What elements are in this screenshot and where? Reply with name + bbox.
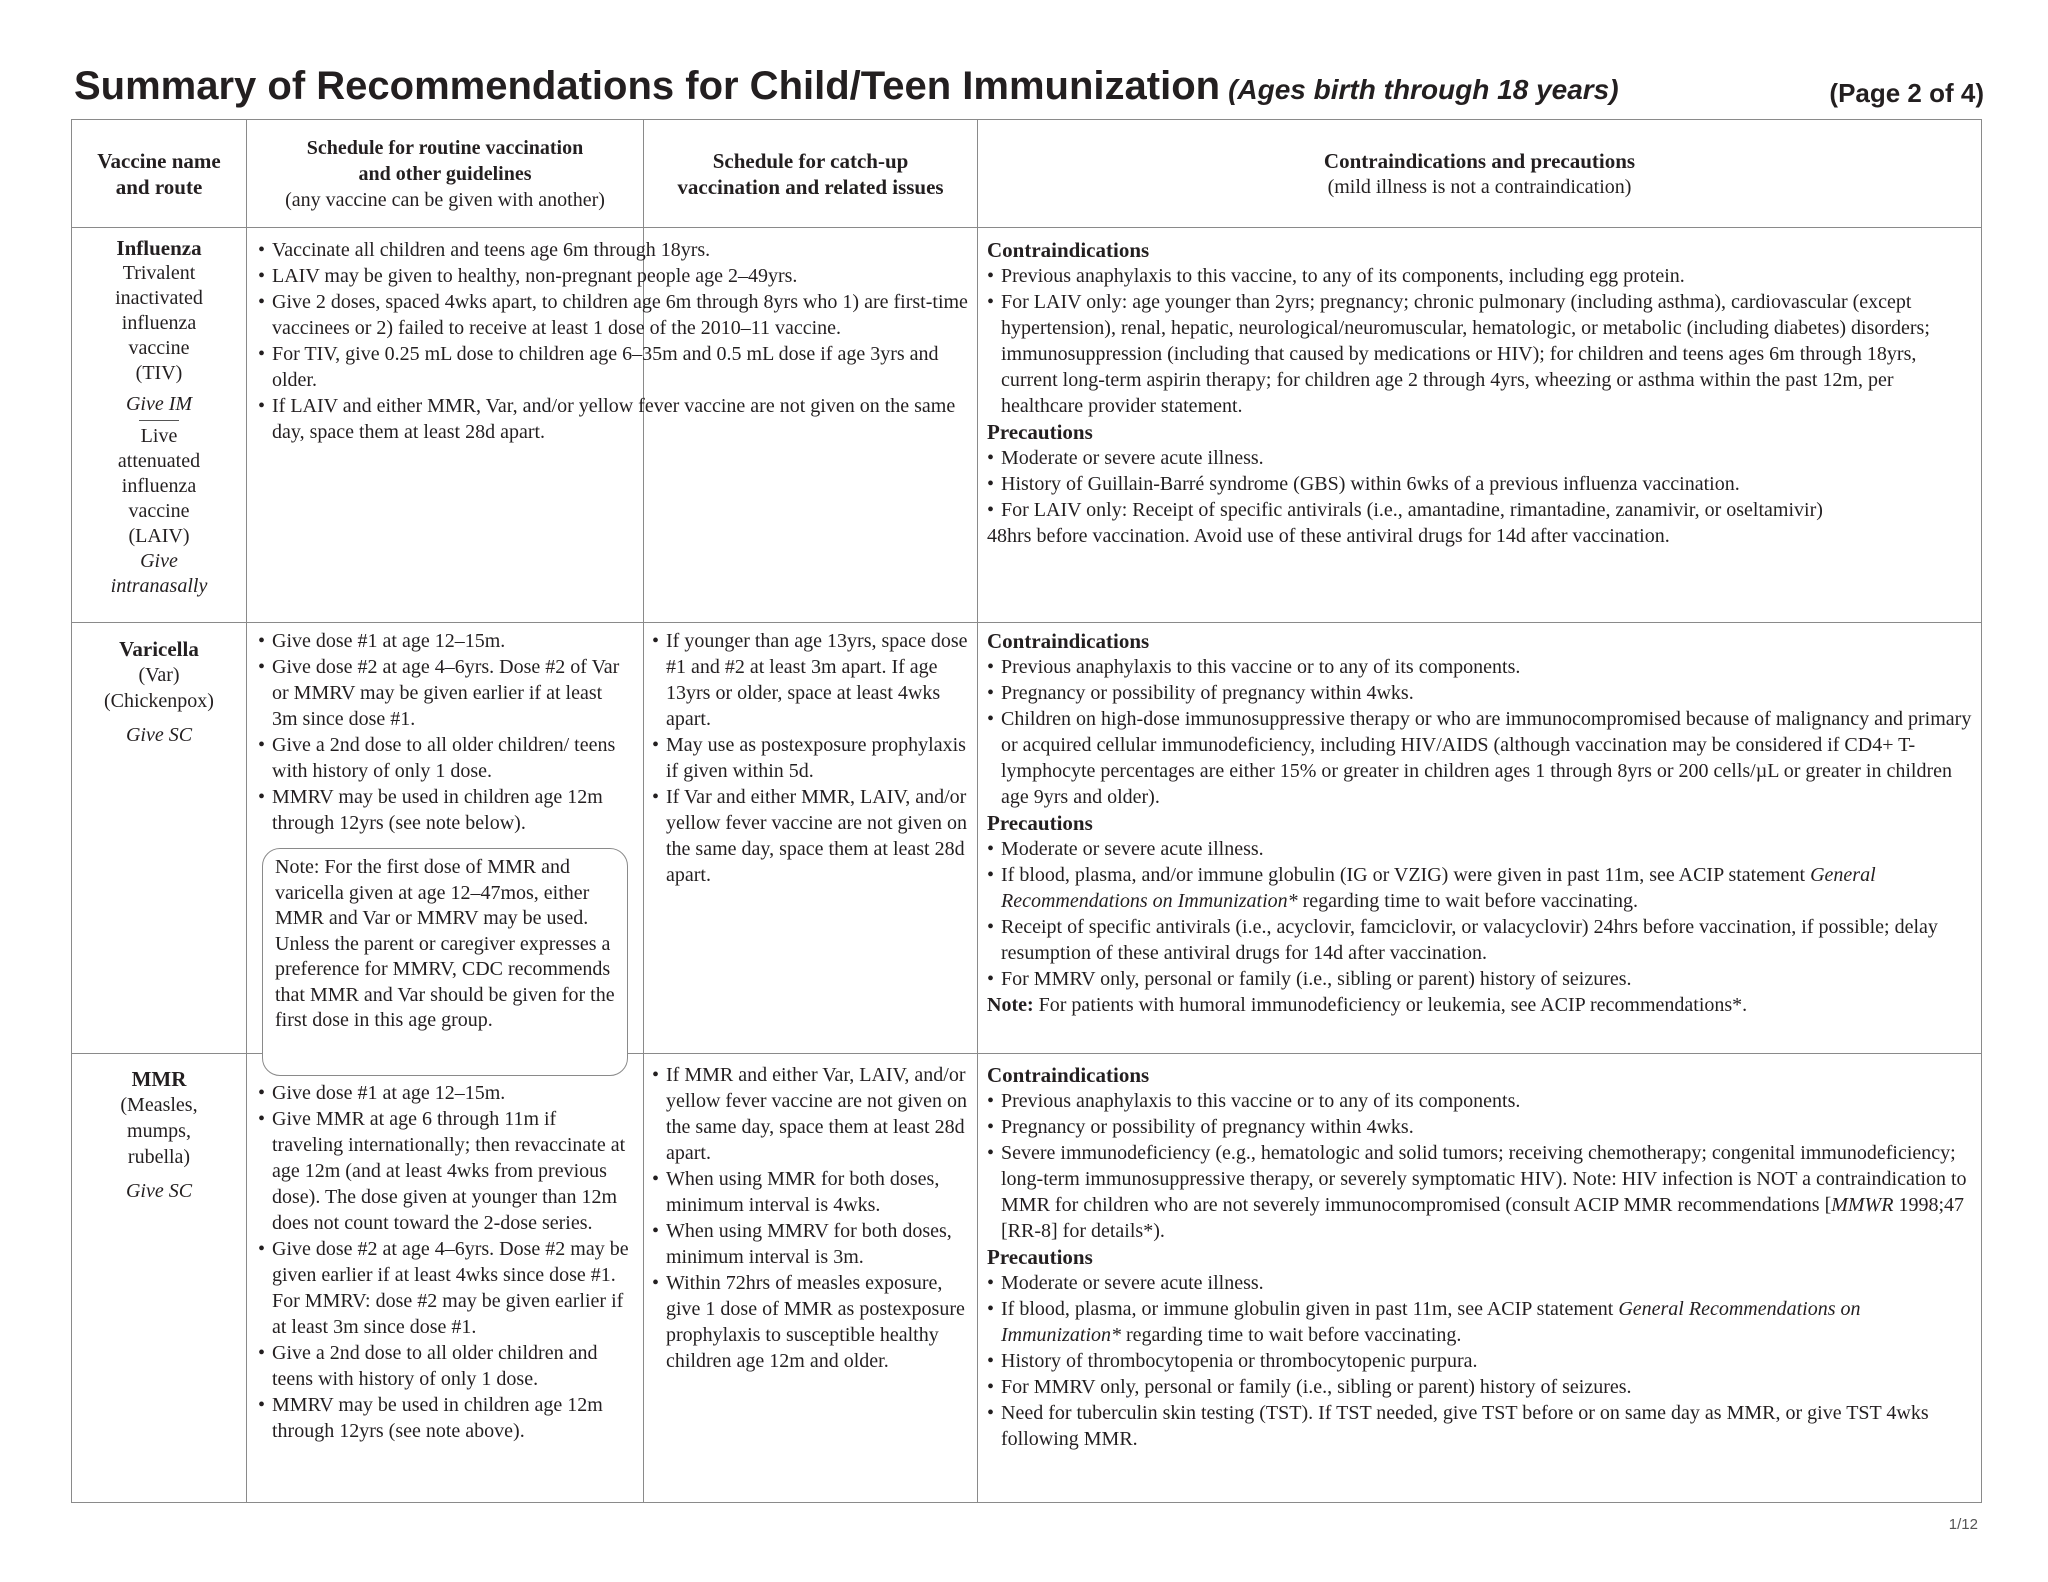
header-catchup-schedule [644,120,977,227]
mmr-name-line: mumps, [127,1120,191,1142]
mmr-vaccine-name [72,1066,246,1204]
list-item: • If MMR and either Var, LAIV, and/or yellow fever vaccine are not given on the same day, space them at least 28d apart. [652,1062,970,1166]
list-item: • Need for tuberculin skin testing (TST). If TST needed, give TST before or on same day as MMR, or give TST 4wks following MMR. [987,1400,1972,1452]
list-item: • Moderate or severe acute illness. [987,445,1972,471]
list-item: • Give dose #1 at age 12–15m. [258,1080,630,1106]
influenza-name-line: influenza [121,312,197,334]
list-item: • For LAIV only: Receipt of specific antivirals (i.e., amantadine, rimantadine, zanamivir, or oseltamivir) [987,497,1972,523]
text-italic: MMWR [1831,1194,1894,1216]
mmr-routine-schedule [258,1080,630,1444]
list-item [987,1296,1972,1348]
header-col2-line2: and other guidelines [358,162,532,185]
header-contraindications [978,120,1981,227]
influenza-name-line: vaccine [128,337,190,359]
varicella-note [987,992,1972,1018]
list-item: • Pregnancy or possibility of pregnancy within 4wks. [987,1114,1972,1140]
list-item: • May use as postexposure prophylaxis if given within 5d. [652,732,970,784]
list-item: • Give 2 doses, spaced 4wks apart, to children age 6m through 8yrs who 1) are first-time vaccinees or 2) failed to receive at least 1 dose of the 2010–11 vaccine. [258,289,968,341]
page-number: (Page 2 of 4) [1829,78,1984,108]
section-heading: Contraindications [987,238,1150,262]
influenza-contraindications [987,237,1972,549]
list-item: • MMRV may be used in children age 12m through 12yrs (see note above). [258,1392,630,1444]
influenza-name2-line: Live [140,425,178,447]
varicella-name-line: (Var) [138,664,180,686]
text-run: Severe immunodeficiency (e.g., hematologic and solid tumors; receiving chemotherapy; congenital immunodeficiency; long-term immunosuppressive therapy, or severely symptomatic HIV). Note: HIV infection is NOT a contraindication to MMR for children who are not severely immunocompromised (consult ACIP MMR recommendations [ [1001,1142,1967,1216]
list-item: • If Var and either MMR, LAIV, and/or yellow fever vaccine are not given on the same day, space them at least 28d apart. [652,784,970,888]
list-item [987,1140,1972,1244]
list-item: • Give MMR at age 6 through 11m if traveling internationally; then revaccinate at age 12m (and at least 4wks from previous dose). The dose given at younger than 12m does not count toward the 2-dose series. [258,1106,630,1236]
varicella-contraindications [987,628,1972,1018]
text-italic: General Recommendations on Immunization* [1001,864,1876,912]
list-item: • History of Guillain-Barré syndrome (GBS) within 6wks of a previous influenza vaccination. [987,471,1972,497]
list-item: • For MMRV only, personal or family (i.e., sibling or parent) history of seizures. [987,966,1972,992]
header-col2-line1: Schedule for routine vaccination [306,136,584,159]
col-divider-3 [977,119,978,1503]
title-subtitle: (Ages birth through 18 years) [1228,74,1619,105]
section-heading: Precautions [987,1245,1093,1269]
mmr-name-line: rubella) [127,1146,191,1168]
text-run: regarding time to wait before vaccinating. [1121,1324,1462,1346]
section-heading: Contraindications [987,629,1150,653]
header-col3-line2: vaccination and related issues [677,174,944,199]
list-item: • For LAIV only: age younger than 2yrs; pregnancy; chronic pulmonary (including asthma), cardiovascular (except hypertension), renal, hepatic, neurological/neuromuscular, hematologic, or metabolic (including diabetes) disorders; immunosuppression (including that caused by medications or HIV); for children and teens ages 6m through 18yrs, current long-term aspirin therapy; for children age 2 through 4yrs, wheezing or asthma within the past 12m, per healthcare provider statement. [987,289,1972,419]
list-item: • Within 72hrs of measles exposure, give 1 dose of MMR as postexposure prophylaxis to susceptible healthy children age 12m and older. [652,1270,970,1374]
col-divider-1 [246,119,247,1503]
text-run: regarding time to wait before vaccinating. [1297,890,1639,912]
list-item: • History of thrombocytopenia or thrombocytopenic purpura. [987,1348,1972,1374]
influenza-name2-line: influenza [121,475,197,497]
header-routine-schedule [247,120,643,227]
section-heading: Precautions [987,420,1093,444]
continuation-text: 48hrs before vaccination. Avoid use of these antiviral drugs for 14d after vaccination. [987,525,1670,547]
list-item: • Vaccinate all children and teens age 6m through 18yrs. [258,237,968,263]
influenza-vaccine-name [72,236,246,599]
list-item: • Moderate or severe acute illness. [987,836,1972,862]
mmr-name: MMR [131,1067,187,1091]
list-item: • Give dose #2 at age 4–6yrs. Dose #2 may be given earlier if at least 4wks since dose #1. For MMRV: dose #2 may be given earlier if at least 3m since dose #1. [258,1236,630,1340]
section-heading: Precautions [987,811,1093,835]
mmr-name-line: (Measles, [120,1094,198,1116]
list-item: • If LAIV and either MMR, Var, and/or yellow fever vaccine are not given on the same day, space them at least 28d apart. [258,393,968,445]
mmrv-note-text: Note: For the first dose of MMR and varicella given at age 12–47mos, either MMR and Var or MMRV may be used. Unless the parent or caregiver expresses a preference for MMRV, CDC recommends that MMR and Var should be given for the first dose in this age group. [275,856,615,1031]
list-item: • Give a 2nd dose to all older children and teens with history of only 1 dose. [258,1340,630,1392]
influenza-name: Influenza [116,236,202,260]
list-item: • Previous anaphylaxis to this vaccine or to any of its components. [987,654,1972,680]
varicella-route: Give SC [125,724,193,746]
mmr-catchup-schedule [652,1062,970,1374]
list-item: • Children on high-dose immunosuppressive therapy or who are immunocompromised because of malignancy and primary or acquired cellular immunodeficiency, including HIV/AIDS (although vaccination may be considered if CD4+ T-lymphocyte percentages are either 15% or greater in children ages 1 through 8yrs or 200 cells/µL or greater in children age 9yrs and older). [987,706,1972,810]
header-col3-line1: Schedule for catch-up [712,148,909,173]
route-separator [139,420,179,421]
influenza-routine-schedule [258,237,968,445]
text-run: If blood, plasma, or immune globulin given in past 11m, see ACIP statement [1001,1298,1619,1320]
varicella-name: Varicella [119,637,199,661]
varicella-vaccine-name [72,636,246,748]
list-item: • If younger than age 13yrs, space dose #1 and #2 at least 3m apart. If age 13yrs or older, space at least 4wks apart. [652,628,970,732]
influenza-route-laiv: intranasally [110,575,208,597]
note-text: For patients with humoral immunodeficiency or leukemia, see ACIP recommendations*. [1033,994,1748,1016]
list-item: • Previous anaphylaxis to this vaccine, to any of its components, including egg protein. [987,263,1972,289]
header-col4-line2: (mild illness is not a contraindication) [1327,175,1632,198]
list-item: • For MMRV only, personal or family (i.e., sibling or parent) history of seizures. [987,1374,1972,1400]
list-item: • Pregnancy or possibility of pregnancy within 4wks. [987,680,1972,706]
list-item: • Give a 2nd dose to all older children/ teens with history of only 1 dose. [258,732,630,784]
list-item: • For TIV, give 0.25 mL dose to children age 6–35m and 0.5 mL dose if age 3yrs and older. [258,341,968,393]
list-item: • Previous anaphylaxis to this vaccine or to any of its components. [987,1088,1972,1114]
influenza-name-line: Trivalent [122,262,196,284]
influenza-route-tiv: Give IM [125,393,193,415]
text-run: 1998;47 [RR-8] for details*). [1001,1194,1964,1242]
header-divider [71,227,1982,228]
header-col4-line1: Contraindications and precautions [1323,148,1636,173]
list-item: • Give dose #1 at age 12–15m. [258,628,630,654]
influenza-name-line: inactivated [115,287,203,309]
influenza-name2-line: attenuated [117,450,201,472]
varicella-name-line: (Chickenpox) [104,690,214,712]
list-item: • When using MMRV for both doses, minimum interval is 3m. [652,1218,970,1270]
revision-date: 1/12 [1948,1516,1978,1533]
influenza-name-line: (TIV) [135,362,183,384]
header-col1-line1: Vaccine name [97,148,221,173]
list-item: • When using MMR for both doses, minimum interval is 4wks. [652,1166,970,1218]
header-col2-line3: (any vaccine can be given with another) [285,188,605,211]
varicella-routine-schedule [258,628,630,836]
text-run: If blood, plasma, and/or immune globulin (IG or VZIG) were given in past 11m, see ACIP statement [1001,864,1806,886]
list-item: • Moderate or severe acute illness. [987,1270,1972,1296]
influenza-route-laiv: Give [140,550,178,572]
page-title [74,64,1984,120]
list-item: • Give dose #2 at age 4–6yrs. Dose #2 of Var or MMRV may be given earlier if at least 3m since dose #1. [258,654,630,732]
influenza-name2-line: (LAIV) [128,525,190,547]
list-item: • LAIV may be given to healthy, non-pregnant people age 2–49yrs. [258,263,968,289]
mmrv-note-box [262,848,628,1076]
text-italic: General Recommendations on Immunization* [1001,1298,1861,1346]
list-item: • MMRV may be used in children age 12m through 12yrs (see note below). [258,784,630,836]
varicella-catchup-schedule [652,628,970,888]
header-col1-line2: and route [115,174,203,199]
row-divider-influenza [71,622,1982,623]
title-main: Summary of Recommendations for Child/Teen Immunization [74,64,1221,108]
mmr-route: Give SC [125,1180,193,1202]
section-heading: Contraindications [987,1063,1150,1087]
note-label: Note: [987,994,1034,1016]
header-vaccine-name [72,120,246,227]
mmr-contraindications [987,1062,1972,1452]
list-item [987,862,1972,914]
list-item: • Receipt of specific antivirals (i.e., acyclovir, famciclovir, or valacyclovir) 24hrs before vaccination, if possible; delay resumption of these antiviral drugs for 14d after vaccination. [987,914,1972,966]
influenza-name2-line: vaccine [128,500,190,522]
